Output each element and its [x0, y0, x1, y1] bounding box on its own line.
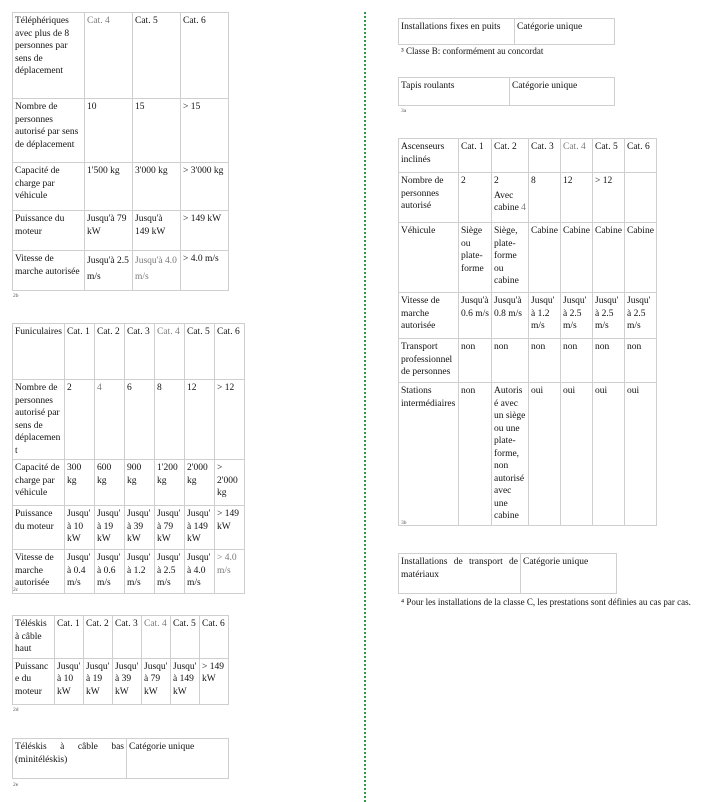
- table-header-cell: Cat. 3: [113, 616, 142, 659]
- footnote-tag: 2e: [13, 782, 19, 788]
- row-label: Nombre de personnes autorisé par sens de déplacement: [13, 99, 85, 163]
- table-cell: 300 kg: [65, 460, 95, 506]
- table-cell: 1'500 kg: [85, 163, 133, 211]
- table-cell: 8: [155, 380, 185, 460]
- transport-materiaux-table: [398, 553, 617, 594]
- table-header-cell: Cat. 4: [85, 13, 133, 99]
- table-cell: Jusqu'à 1.2 m/s: [529, 293, 561, 339]
- table-cell: 12: [185, 380, 215, 460]
- ascenseurs-table: [398, 138, 657, 526]
- table-cell: Jusqu'à 149 kW: [171, 658, 200, 704]
- table-header-cell: Ascenseurs inclinés: [399, 139, 459, 173]
- cat2-personnes-value: 2: [494, 176, 499, 186]
- table-cell: Jusqu'à 2.5 m/s: [155, 550, 185, 594]
- table-cell: Jusqu'à 2.5 m/s: [85, 251, 133, 291]
- footnote-3: ³ Classe B: conformément au concordat: [401, 46, 544, 56]
- table-cell: non: [593, 339, 625, 383]
- table-cell: Catégorie unique: [521, 554, 617, 594]
- table-cell: 2: [65, 380, 95, 460]
- footnote-tag: 2c: [13, 587, 19, 593]
- table-cell: > 12: [215, 380, 245, 460]
- row-label: Installations de transport de matériaux: [399, 554, 521, 594]
- table-cell: > 3'000 kg: [181, 163, 229, 211]
- row-label: Puissance du moteur: [13, 211, 85, 251]
- table-cell: 2: [459, 173, 492, 223]
- table-cell: > 2'000 kg: [215, 460, 245, 506]
- table-header-cell: Cat. 1: [65, 324, 95, 380]
- table-cell: Catégorie unique: [127, 739, 229, 779]
- table-cell: Jusqu'à 2.5 m/s: [593, 293, 625, 339]
- table-header-cell: Cat. 4: [155, 324, 185, 380]
- column-divider: [364, 12, 366, 802]
- table-cell: oui: [529, 383, 561, 526]
- table-cell: Jusqu'à 79 kW: [155, 506, 185, 550]
- table-cell: non: [529, 339, 561, 383]
- cat2-personnes-extra: [494, 190, 526, 215]
- table-header-cell: Cat. 6: [625, 139, 657, 173]
- table-cell: > 149 kW: [200, 658, 229, 704]
- table-cell: oui: [593, 383, 625, 526]
- table-cell: oui: [561, 383, 593, 526]
- table-cell: Jusqu'à 1.2 m/s: [125, 550, 155, 594]
- row-label: Puissance du moteur: [13, 506, 65, 550]
- table-cell: Siège ou plate-forme: [459, 223, 492, 293]
- table-cell: non: [459, 383, 492, 526]
- row-label: Stations intermédiaires: [399, 383, 459, 526]
- table-cell: Jusqu'à 19 kW: [84, 658, 113, 704]
- tapis-roulants-table-block: [398, 77, 615, 106]
- table-cell: Jusqu'à 149 kW: [133, 211, 181, 251]
- table-cell: Jusqu'à 19 kW: [95, 506, 125, 550]
- table-cell: Jusqu'à 2.5 m/s: [625, 293, 657, 339]
- table-header-cell: Cat. 5: [593, 139, 625, 173]
- table-cell: Jusqu'à 4.0 m/s: [185, 550, 215, 594]
- cat2-extra-number: 4: [521, 203, 526, 213]
- footnote-tag: 3b: [401, 520, 407, 526]
- table-cell: > 12: [593, 173, 625, 223]
- table-cell: non: [492, 339, 529, 383]
- table-cell: Cabine: [593, 223, 625, 293]
- row-label: Véhicule: [399, 223, 459, 293]
- table-header-cell: Cat. 2: [492, 139, 529, 173]
- table-header-cell: Cat. 1: [459, 139, 492, 173]
- table-cell: 8: [529, 173, 561, 223]
- table-header-cell: Téléphériques avec plus de 8 personnes par sens de déplacement: [13, 13, 85, 99]
- row-label: Vitesse de marche autorisée: [399, 293, 459, 339]
- table-cell: 3'000 kg: [133, 163, 181, 211]
- table-cell: Siège, plate-forme ou cabine: [492, 223, 529, 293]
- row-label: Tapis roulants: [399, 78, 510, 106]
- table-header-cell: Cat. 2: [84, 616, 113, 659]
- table-cell: Catégorie unique: [515, 19, 615, 45]
- table-cell: Jusqu'à 0.8 m/s: [492, 293, 529, 339]
- table-cell: Jusqu'à 0.6 m/s: [95, 550, 125, 594]
- table-header-cell: Funiculaires: [13, 324, 65, 380]
- teleskis-haut-table-block: [12, 615, 229, 705]
- table-header-cell: Cat. 6: [181, 13, 229, 99]
- telepheriques-table-block: [12, 12, 229, 291]
- table-header-cell: Cat. 5: [171, 616, 200, 659]
- table-cell: 4: [95, 380, 125, 460]
- table-cell: non: [561, 339, 593, 383]
- row-label: Installations fixes en puits: [399, 19, 515, 45]
- table-cell: Jusqu'à 2.5 m/s: [561, 293, 593, 339]
- table-header-cell: Cat. 3: [125, 324, 155, 380]
- table-cell: Cabine: [625, 223, 657, 293]
- table-cell: Jusqu'à 39 kW: [125, 506, 155, 550]
- table-header-cell: Cat. 6: [215, 324, 245, 380]
- table-header-cell: Téléskis à câble haut: [13, 616, 55, 659]
- table-header-cell: Cat. 1: [55, 616, 84, 659]
- table-cell: oui: [625, 383, 657, 526]
- table-cell: [625, 173, 657, 223]
- table-cell: Jusqu'à 10 kW: [65, 506, 95, 550]
- table-cell: Jusqu'à 0.4 m/s: [65, 550, 95, 594]
- table-cell: non: [625, 339, 657, 383]
- row-label: Vitesse de marche autorisée: [13, 251, 85, 291]
- footnote-4: ⁴ Pour les installations de la classe C, les prestations sont définies au cas par cas.: [401, 597, 691, 607]
- table-cell: non: [459, 339, 492, 383]
- transport-materiaux-table-block: [398, 553, 617, 594]
- cat2-extra-text: Avec cabine: [494, 190, 519, 213]
- table-cell: 1'200 kg: [155, 460, 185, 506]
- row-label: Transport professionnel de personnes: [399, 339, 459, 383]
- table-cell: 12: [561, 173, 593, 223]
- table-cell: > 149 kW: [181, 211, 229, 251]
- row-label: Nombre de personnes autorisé par sens de déplacement: [13, 380, 65, 460]
- table-cell: Cabine: [561, 223, 593, 293]
- table-cell: > 149 kW: [215, 506, 245, 550]
- ascenseurs-table-block: [398, 138, 657, 526]
- teleskis-bas-table: [12, 738, 229, 779]
- telepheriques-table: [12, 12, 229, 291]
- table-cell: Cabine: [529, 223, 561, 293]
- table-cell: 15: [133, 99, 181, 163]
- row-label: Nombre de personnes autorisé: [399, 173, 459, 223]
- table-header-cell: Cat. 4: [142, 616, 171, 659]
- teleskis-haut-table: [12, 615, 229, 705]
- row-label: Capacité de charge par véhicule: [13, 163, 85, 211]
- table-cell: > 4.0 m/s: [181, 251, 229, 291]
- table-header-cell: Cat. 5: [185, 324, 215, 380]
- table-cell: Jusqu'à 149 kW: [185, 506, 215, 550]
- table-header-cell: Cat. 3: [529, 139, 561, 173]
- table-header-cell: Cat. 6: [200, 616, 229, 659]
- footnote-tag: 3a: [401, 108, 407, 114]
- table-cell: > 4.0 m/s: [215, 550, 245, 594]
- table-cell: 6: [125, 380, 155, 460]
- row-label: Puissance du moteur: [13, 658, 55, 704]
- table-cell: 600 kg: [95, 460, 125, 506]
- table-cell: Jusqu'à 79 kW: [142, 658, 171, 704]
- table-cell: Catégorie unique: [510, 78, 615, 106]
- funiculaires-table-block: [12, 323, 245, 594]
- table-cell: Jusqu'à 39 kW: [113, 658, 142, 704]
- installations-puits-table: [398, 18, 615, 45]
- row-label: Téléskis à câble bas (minitéléskis): [13, 739, 127, 779]
- table-cell: > 15: [181, 99, 229, 163]
- table-cell: [492, 173, 529, 223]
- table-cell: 2'000 kg: [185, 460, 215, 506]
- table-cell: 10: [85, 99, 133, 163]
- installations-puits-table-block: [398, 18, 615, 45]
- funiculaires-table: [12, 323, 245, 594]
- table-header-cell: Cat. 2: [95, 324, 125, 380]
- teleskis-bas-table-block: [12, 738, 229, 779]
- table-cell: Jusqu'à 79 kW: [85, 211, 133, 251]
- table-cell: Autorisé avec un siège ou une plate-forme, non autorisé avec une cabine: [492, 383, 529, 526]
- table-cell: Jusqu'à 10 kW: [55, 658, 84, 704]
- footnote-tag: 2b: [13, 293, 19, 299]
- row-label: Vitesse de marche autorisée: [13, 550, 65, 594]
- row-label: Capacité de charge par véhicule: [13, 460, 65, 506]
- table-cell: 900 kg: [125, 460, 155, 506]
- table-header-cell: Cat. 5: [133, 13, 181, 99]
- footnote-tag: 2d: [13, 707, 19, 713]
- table-cell: Jusqu'à 4.0 m/s: [133, 251, 181, 291]
- tapis-roulants-table: [398, 77, 615, 106]
- table-header-cell: Cat. 4: [561, 139, 593, 173]
- table-cell: Jusqu'à 0.6 m/s: [459, 293, 492, 339]
